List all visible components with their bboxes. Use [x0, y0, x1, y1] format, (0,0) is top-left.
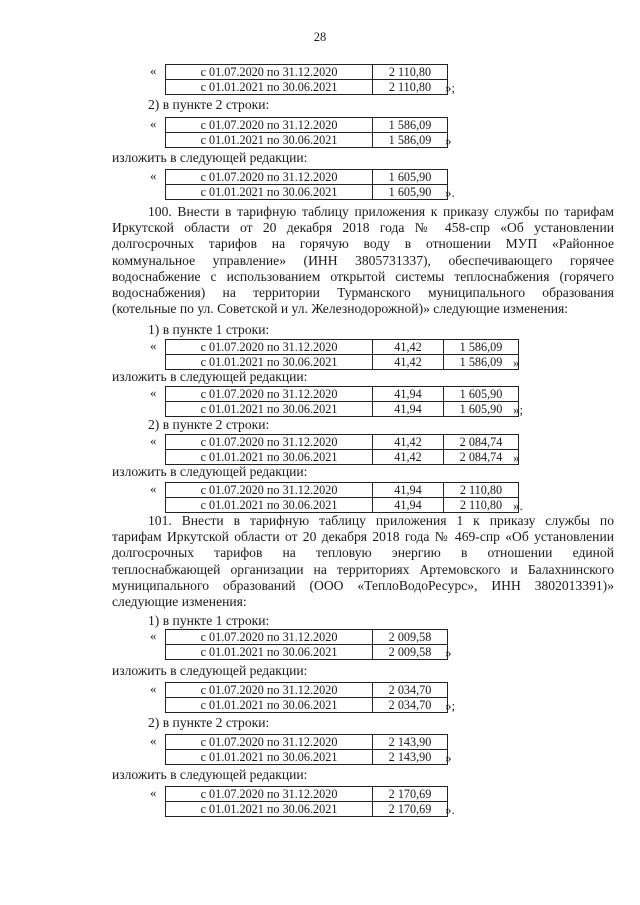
close-quote: »	[445, 645, 452, 660]
tariff-table	[165, 117, 448, 148]
paragraph-line: водоснабжения) на территории Турманского муниципального образования	[112, 285, 614, 301]
value-cell: 41,42	[373, 450, 444, 465]
value-cell: 41,94	[373, 387, 444, 402]
open-quote: «	[150, 733, 157, 748]
value-cell: 1 586,09	[444, 340, 519, 355]
value-cell: 2 143,90	[373, 750, 448, 765]
value-cell: 2 110,80	[373, 80, 448, 95]
open-quote: «	[150, 116, 157, 131]
value-cell: 2 034,70	[373, 683, 448, 698]
open-quote: «	[150, 63, 157, 78]
table-row	[166, 450, 519, 465]
close-quote: ».	[445, 185, 455, 200]
section-heading: изложить в следующей редакции:	[112, 767, 308, 782]
period-cell: с 01.07.2020 по 31.12.2020	[166, 683, 373, 698]
table-row	[166, 118, 448, 133]
tariff-table	[165, 682, 448, 713]
value-cell: 1 586,09	[444, 355, 519, 370]
table-row	[166, 735, 448, 750]
value-cell: 2 110,80	[373, 65, 448, 80]
tariff-table	[165, 339, 519, 370]
table-row	[166, 498, 519, 513]
value-cell: 2 009,58	[373, 645, 448, 660]
period-cell: с 01.01.2021 по 30.06.2021	[166, 498, 373, 513]
tariff-table	[165, 386, 519, 417]
value-cell: 2 034,70	[373, 698, 448, 713]
value-cell: 41,42	[373, 355, 444, 370]
period-cell: с 01.01.2021 по 30.06.2021	[166, 698, 373, 713]
value-cell: 2 009,58	[373, 630, 448, 645]
value-cell: 1 605,90	[444, 402, 519, 417]
period-cell: с 01.07.2020 по 31.12.2020	[166, 387, 373, 402]
value-cell: 2 110,80	[444, 498, 519, 513]
close-quote: »	[445, 750, 452, 765]
value-cell: 1 605,90	[373, 170, 448, 185]
table-row	[166, 787, 448, 802]
paragraph-line: водоснабжение с использованием открытой системы теплоснабжения (горячего	[112, 268, 614, 284]
table-row	[166, 170, 448, 185]
section-heading: изложить в следующей редакции:	[112, 663, 308, 678]
table-row	[166, 80, 448, 95]
paragraph-line: долгосрочных тарифов на тепловую энергию в отношении единой	[112, 545, 614, 561]
table-row	[166, 483, 519, 498]
close-quote: »	[513, 450, 520, 465]
section-heading: 2) в пункте 2 строки:	[148, 417, 270, 432]
open-quote: «	[150, 681, 157, 696]
table-row	[166, 683, 448, 698]
value-cell: 2 084,74	[444, 435, 519, 450]
open-quote: «	[150, 628, 157, 643]
period-cell: с 01.07.2020 по 31.12.2020	[166, 435, 373, 450]
table-row	[166, 402, 519, 417]
paragraph-line: долгосрочных тарифов на горячую воду в отношении МУП «Районное	[112, 236, 614, 252]
close-quote: »;	[445, 698, 456, 713]
section-heading: 2) в пункте 2 строки:	[148, 97, 270, 112]
section-heading: 1) в пункте 1 строки:	[148, 613, 270, 628]
period-cell: с 01.07.2020 по 31.12.2020	[166, 483, 373, 498]
value-cell: 41,94	[373, 498, 444, 513]
close-quote: ».	[445, 802, 455, 817]
period-cell: с 01.01.2021 по 30.06.2021	[166, 402, 373, 417]
value-cell: 41,42	[373, 340, 444, 355]
paragraph-line: коммунальное управление» (ИНН 3805731337), обеспечивающего горячее	[112, 252, 614, 268]
period-cell: с 01.07.2020 по 31.12.2020	[166, 630, 373, 645]
close-quote: ».	[513, 498, 523, 513]
close-quote: »	[445, 133, 452, 148]
period-cell: с 01.07.2020 по 31.12.2020	[166, 118, 373, 133]
period-cell: с 01.01.2021 по 30.06.2021	[166, 645, 373, 660]
tariff-table	[165, 64, 448, 95]
paragraph-line: муниципального образований (ООО «ТеплоВодоРесурс», ИНН 3802013391)»	[112, 577, 614, 593]
value-cell: 2 170,69	[373, 802, 448, 817]
table-row	[166, 185, 448, 200]
tariff-table	[165, 169, 448, 200]
period-cell: с 01.01.2021 по 30.06.2021	[166, 450, 373, 465]
section-heading: изложить в следующей редакции:	[112, 464, 308, 479]
section-heading: 2) в пункте 2 строки:	[148, 715, 270, 730]
paragraph-line: следующие изменения:	[112, 594, 247, 610]
value-cell: 2 170,69	[373, 787, 448, 802]
period-cell: с 01.01.2021 по 30.06.2021	[166, 355, 373, 370]
table-row	[166, 340, 519, 355]
paragraph-line: 101. Внести в тарифную таблицу приложения 1 к приказу службы по	[148, 513, 614, 528]
table-row	[166, 355, 519, 370]
paragraph-line: тарифам Иркутской области от 20 декабря 2018 года № 469-спр «Об установлении	[112, 529, 614, 545]
close-quote: »	[513, 355, 520, 370]
tariff-table	[165, 786, 448, 817]
tariff-table	[165, 434, 519, 465]
tariff-table	[165, 482, 519, 513]
open-quote: «	[150, 338, 157, 353]
table-row	[166, 645, 448, 660]
period-cell: с 01.07.2020 по 31.12.2020	[166, 170, 373, 185]
value-cell: 41,42	[373, 435, 444, 450]
paragraph	[112, 513, 614, 610]
period-cell: с 01.07.2020 по 31.12.2020	[166, 787, 373, 802]
open-quote: «	[150, 385, 157, 400]
open-quote: «	[150, 433, 157, 448]
table-row	[166, 133, 448, 148]
paragraph-line: теплоснабжающей организации на территориях Артемовского и Балахнинского	[112, 561, 614, 577]
open-quote: «	[150, 481, 157, 496]
table-row	[166, 698, 448, 713]
paragraph-line: 100. Внести в тарифную таблицу приложения к приказу службы по тарифам	[148, 204, 614, 219]
period-cell: с 01.07.2020 по 31.12.2020	[166, 65, 373, 80]
section-heading: изложить в следующей редакции:	[112, 150, 308, 165]
paragraph-line: Иркутской области от 20 декабря 2018 года № 458-спр «Об установлении	[112, 220, 614, 236]
value-cell: 41,94	[373, 402, 444, 417]
open-quote: «	[150, 168, 157, 183]
section-heading: изложить в следующей редакции:	[112, 369, 308, 384]
value-cell: 1 605,90	[444, 387, 519, 402]
tariff-table	[165, 734, 448, 765]
value-cell: 41,94	[373, 483, 444, 498]
paragraph	[112, 204, 614, 317]
table-row	[166, 750, 448, 765]
table-row	[166, 65, 448, 80]
period-cell: с 01.01.2021 по 30.06.2021	[166, 750, 373, 765]
value-cell: 2 110,80	[444, 483, 519, 498]
value-cell: 1 586,09	[373, 133, 448, 148]
open-quote: «	[150, 785, 157, 800]
table-row	[166, 630, 448, 645]
value-cell: 2 084,74	[444, 450, 519, 465]
period-cell: с 01.07.2020 по 31.12.2020	[166, 735, 373, 750]
value-cell: 1 605,90	[373, 185, 448, 200]
table-row	[166, 435, 519, 450]
tariff-table	[165, 629, 448, 660]
close-quote: »;	[513, 402, 524, 417]
page-number: 28	[313, 30, 327, 44]
period-cell: с 01.01.2021 по 30.06.2021	[166, 802, 373, 817]
table-row	[166, 802, 448, 817]
section-heading: 1) в пункте 1 строки:	[148, 322, 270, 337]
value-cell: 1 586,09	[373, 118, 448, 133]
close-quote: »;	[445, 80, 456, 95]
value-cell: 2 143,90	[373, 735, 448, 750]
period-cell: с 01.01.2021 по 30.06.2021	[166, 80, 373, 95]
table-row	[166, 387, 519, 402]
paragraph-line: (котельные по ул. Советской и ул. Железнодорожной)» следующие изменения:	[112, 301, 568, 317]
period-cell: с 01.07.2020 по 31.12.2020	[166, 340, 373, 355]
period-cell: с 01.01.2021 по 30.06.2021	[166, 185, 373, 200]
period-cell: с 01.01.2021 по 30.06.2021	[166, 133, 373, 148]
